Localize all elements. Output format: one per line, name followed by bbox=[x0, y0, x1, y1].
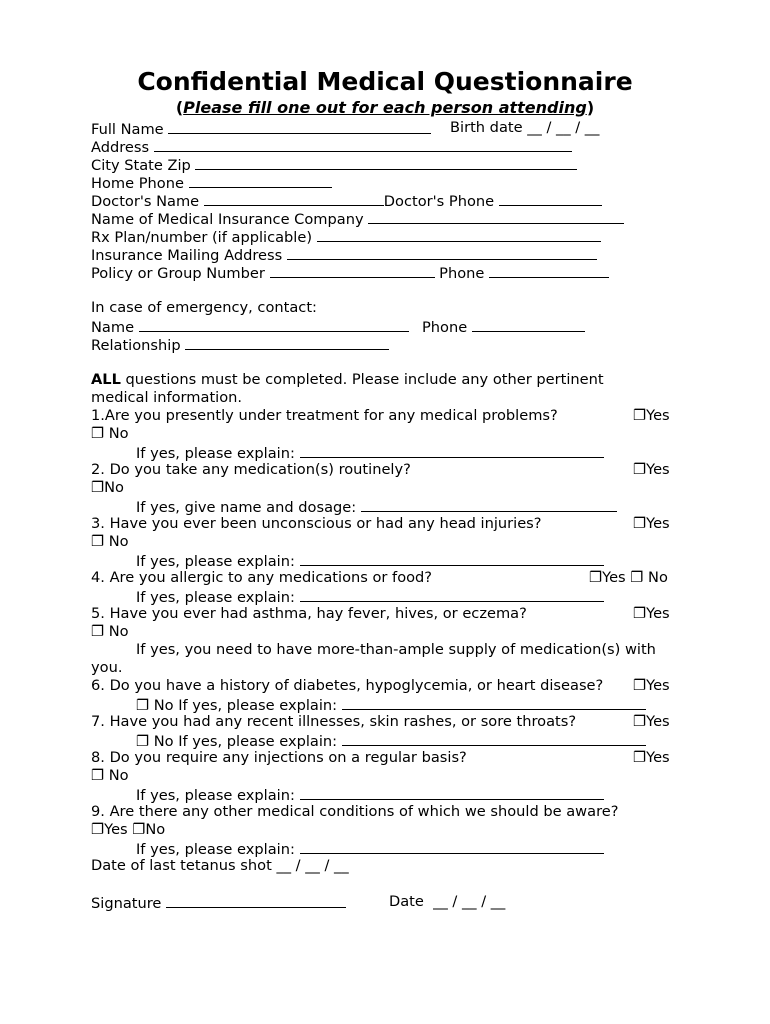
rx-plan-field[interactable] bbox=[317, 227, 601, 242]
tetanus-label: Date of last tetanus shot bbox=[91, 857, 272, 874]
q9-no-checkbox[interactable]: ❐ bbox=[132, 821, 146, 838]
birth-date-row bbox=[450, 119, 599, 137]
question-8: 8. Do you require any injections on a regular basis? bbox=[91, 749, 467, 766]
doctors-phone-field[interactable] bbox=[499, 191, 602, 206]
q3-explain-field[interactable] bbox=[300, 551, 604, 566]
q5-yes-checkbox[interactable]: ❐ bbox=[633, 605, 647, 622]
q9-yes-label[interactable]: Yes bbox=[104, 821, 128, 838]
q6-explain-field[interactable] bbox=[342, 695, 646, 710]
doctors-phone-label: Doctor's Phone bbox=[383, 193, 495, 210]
q8-yes-option[interactable]: ❐Yes bbox=[633, 749, 670, 766]
q1-yes-checkbox[interactable]: ❐ bbox=[633, 407, 647, 424]
q3-yes-option[interactable]: ❐Yes bbox=[633, 515, 670, 532]
address-label: Address bbox=[91, 139, 150, 156]
q8-no-option[interactable]: ❐ No bbox=[91, 767, 129, 784]
address-field[interactable] bbox=[154, 137, 572, 152]
q9-explain-row: If yes, please explain: bbox=[136, 839, 604, 859]
question-3: 3. Have you ever been unconscious or had any head injuries? bbox=[91, 515, 542, 532]
q6-no-explain-row: ❐ No If yes, please explain: bbox=[136, 695, 646, 715]
q9-options bbox=[91, 821, 165, 839]
policy-phone-label: Phone bbox=[439, 265, 485, 282]
signature-label: Signature bbox=[91, 895, 162, 912]
relationship-label: Relationship bbox=[91, 337, 181, 354]
q4-explain-row: If yes, please explain: bbox=[136, 587, 604, 607]
birth-date-label: Birth date bbox=[450, 119, 523, 136]
emergency-name-row bbox=[91, 317, 409, 337]
city-state-zip-row bbox=[91, 155, 577, 175]
emergency-name-label: Name bbox=[91, 319, 135, 336]
q4-yes-checkbox[interactable]: ❐ bbox=[589, 569, 603, 586]
doctors-name-label: Doctor's Name bbox=[91, 193, 200, 210]
q5-no-checkbox[interactable]: ❐ bbox=[91, 623, 105, 640]
date-label: Date bbox=[389, 893, 424, 910]
q6-yes-checkbox[interactable]: ❐ bbox=[633, 677, 647, 694]
signature-row bbox=[91, 893, 346, 913]
q9-yes-checkbox[interactable]: ❐ bbox=[91, 821, 105, 838]
q3-yes-checkbox[interactable]: ❐ bbox=[633, 515, 647, 532]
q3-explain-row: If yes, please explain: bbox=[136, 551, 604, 571]
insurance-address-field[interactable] bbox=[287, 245, 597, 260]
q3-no-checkbox[interactable]: ❐ bbox=[91, 533, 105, 550]
question-1: 1.Are you presently under treatment for any medical problems? bbox=[91, 407, 558, 424]
intro-line-2: medical information. bbox=[91, 389, 243, 406]
q5-yes-option[interactable]: ❐Yes bbox=[633, 605, 670, 622]
policy-number-field[interactable] bbox=[270, 263, 435, 278]
q2-dosage-row: If yes, give name and dosage: bbox=[136, 497, 617, 517]
relationship-field[interactable] bbox=[185, 335, 389, 350]
tetanus-date-field[interactable]: __ / __ / __ bbox=[276, 857, 349, 874]
home-phone-row bbox=[91, 173, 332, 193]
home-phone-field[interactable] bbox=[189, 173, 332, 188]
q7-explain-field[interactable] bbox=[342, 731, 646, 746]
insurance-address-label: Insurance Mailing Address bbox=[91, 247, 283, 264]
rx-plan-row bbox=[91, 227, 601, 247]
insurance-company-row bbox=[91, 209, 624, 229]
q5-note-line-1: If yes, you need to have more-than-ample supply of medication(s) with bbox=[136, 641, 656, 658]
q1-yes-option[interactable]: ❐Yes bbox=[633, 407, 670, 424]
full-name-label: Full Name bbox=[91, 121, 164, 138]
insurance-address-row bbox=[91, 245, 597, 265]
q5-note-line-2: you. bbox=[91, 659, 123, 676]
tetanus-row bbox=[91, 857, 349, 875]
intro-line-1: ALL questions must be completed. Please include any other pertinent bbox=[91, 371, 604, 388]
full-name-row bbox=[91, 119, 431, 139]
birth-date-field[interactable]: __ / __ / __ bbox=[527, 119, 600, 136]
address-row bbox=[91, 137, 572, 157]
q2-no-checkbox[interactable]: ❐ bbox=[91, 479, 105, 496]
q2-yes-checkbox[interactable]: ❐ bbox=[633, 461, 647, 478]
q4-explain-field[interactable] bbox=[300, 587, 604, 602]
question-6: 6. Do you have a history of diabetes, hypoglycemia, or heart disease? bbox=[91, 677, 604, 694]
insurance-company-field[interactable] bbox=[368, 209, 624, 224]
q1-no-checkbox[interactable]: ❐ bbox=[91, 425, 105, 442]
city-state-zip-label: City State Zip bbox=[91, 157, 191, 174]
q2-yes-option[interactable]: ❐Yes bbox=[633, 461, 670, 478]
q3-no-option[interactable]: ❐ No bbox=[91, 533, 129, 550]
home-phone-label: Home Phone bbox=[91, 175, 184, 192]
emergency-name-field[interactable] bbox=[139, 317, 409, 332]
q6-no-checkbox[interactable]: ❐ bbox=[136, 697, 150, 714]
intro-all: ALL bbox=[91, 371, 121, 388]
insurance-company-label: Name of Medical Insurance Company bbox=[91, 211, 364, 228]
q8-explain-field[interactable] bbox=[300, 785, 604, 800]
q7-no-checkbox[interactable]: ❐ bbox=[136, 733, 150, 750]
question-4: 4. Are you allergic to any medications or food? bbox=[91, 569, 433, 586]
date-row bbox=[389, 893, 505, 911]
q9-explain-field[interactable] bbox=[300, 839, 604, 854]
q1-explain-row: If yes, please explain: bbox=[136, 443, 604, 463]
q2-no-option[interactable]: ❐No bbox=[91, 479, 124, 496]
q2-dosage-field[interactable] bbox=[361, 497, 617, 512]
emergency-heading: In case of emergency, contact: bbox=[91, 299, 317, 316]
q5-no-option[interactable]: ❐ No bbox=[91, 623, 129, 640]
doctors-name-field[interactable] bbox=[204, 191, 384, 206]
q8-no-checkbox[interactable]: ❐ bbox=[91, 767, 105, 784]
page-title: Confidential Medical Questionnaire bbox=[137, 67, 633, 96]
policy-phone-field[interactable] bbox=[489, 263, 609, 278]
q1-explain-field[interactable] bbox=[300, 443, 604, 458]
q4-no-checkbox[interactable]: ❐ bbox=[630, 569, 644, 586]
q8-explain-row: If yes, please explain: bbox=[136, 785, 604, 805]
q7-no-explain-row: ❐ No If yes, please explain: bbox=[136, 731, 646, 751]
q9-no-label[interactable]: No bbox=[145, 821, 166, 838]
rx-plan-label: Rx Plan/number (if applicable) bbox=[91, 229, 313, 246]
q4-options bbox=[589, 569, 668, 587]
q6-yes-option[interactable]: ❐Yes bbox=[633, 677, 670, 694]
q1-no-option[interactable]: ❐ No bbox=[91, 425, 129, 442]
question-9: 9. Are there any other medical conditions of which we should be aware? bbox=[91, 803, 619, 820]
q8-yes-checkbox[interactable]: ❐ bbox=[633, 749, 647, 766]
question-2: 2. Do you take any medication(s) routinely? bbox=[91, 461, 411, 478]
q4-no-label[interactable]: No bbox=[648, 569, 668, 586]
q4-yes-label[interactable]: Yes bbox=[602, 569, 626, 586]
emergency-phone-row bbox=[422, 317, 585, 337]
policy-number-label: Policy or Group Number bbox=[91, 265, 265, 282]
q7-yes-checkbox[interactable]: ❐ bbox=[633, 713, 647, 730]
signature-field[interactable] bbox=[166, 893, 346, 908]
subtitle-instruction: Please fill one out for each person attending bbox=[183, 98, 587, 117]
date-field[interactable]: __ / __ / __ bbox=[433, 893, 506, 910]
emergency-phone-field[interactable] bbox=[472, 317, 585, 332]
subtitle: (Please fill one out for each person attending) bbox=[175, 98, 595, 117]
relationship-row bbox=[91, 335, 389, 355]
full-name-field[interactable] bbox=[168, 119, 431, 134]
q7-yes-option[interactable]: ❐Yes bbox=[633, 713, 670, 730]
emergency-phone-label: Phone bbox=[422, 319, 468, 336]
doctor-row bbox=[91, 191, 602, 211]
policy-row bbox=[91, 263, 609, 283]
question-5: 5. Have you ever had asthma, hay fever, hives, or eczema? bbox=[91, 605, 527, 622]
question-7: 7. Have you had any recent illnesses, skin rashes, or sore throats? bbox=[91, 713, 577, 730]
city-state-zip-field[interactable] bbox=[195, 155, 577, 170]
